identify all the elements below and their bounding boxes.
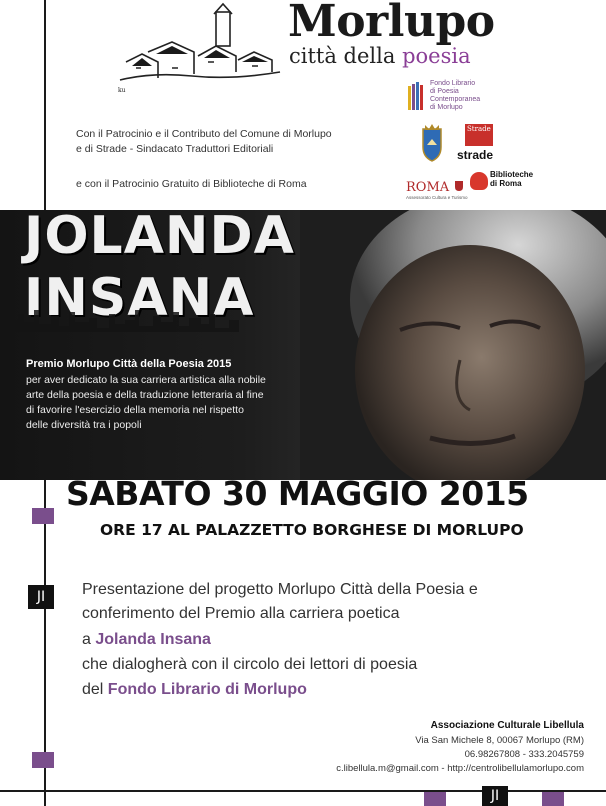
event-date: SABATO 30 MAGGIO 2015 bbox=[66, 474, 529, 513]
skyline-decoration-icon bbox=[10, 302, 310, 332]
desc-line-2: conferimento del Premio alla carriera poetica bbox=[82, 605, 400, 622]
association-phones: 06.98267808 - 333.2045759 bbox=[464, 749, 584, 760]
decor-square bbox=[424, 792, 446, 806]
hero-first-name: JOLANDA bbox=[24, 210, 295, 266]
fondo-librario-logo bbox=[408, 80, 494, 116]
hero-last-name: INSANA bbox=[24, 268, 255, 328]
association-address: Via San Michele 8, 00067 Morlupo (RM) bbox=[415, 735, 584, 746]
fondo-text-3: Contemporanea bbox=[430, 96, 481, 103]
roma-shield-icon bbox=[454, 180, 464, 192]
decor-square bbox=[542, 792, 564, 806]
desc-line-5 bbox=[82, 678, 592, 702]
decor-square bbox=[32, 508, 54, 524]
patronage-line-3: e con il Patrocinio Gratuito di Biblioteche di Roma bbox=[76, 178, 307, 190]
desc-line-5-prefix: del bbox=[82, 681, 108, 698]
biblioteche-text-2: di Roma bbox=[490, 179, 522, 188]
strade-logo bbox=[455, 124, 505, 166]
event-place: ORE 17 AL PALAZZETTO BORGHESE DI MORLUPO bbox=[100, 521, 524, 539]
strade-logo-box: Strade bbox=[465, 124, 493, 146]
association-name: Associazione Culturale Libellula bbox=[430, 720, 584, 731]
desc-highlight-name: Jolanda Insana bbox=[95, 631, 211, 648]
desc-line-3-prefix: a bbox=[82, 631, 96, 648]
prize-description: per aver dedicato la sua carriera artistica alla nobile arte della poesia e della traduzione letteraria al fine di favorire l'esercizio della memoria nel rispetto delle diversità tra i popoli bbox=[26, 374, 266, 431]
roma-logo bbox=[406, 176, 468, 202]
morlupo-crest-icon bbox=[417, 123, 447, 163]
brand-subtitle bbox=[289, 44, 471, 68]
desc-line-4: che dialogherà con il circolo dei lettori di poesia bbox=[82, 656, 418, 673]
association-contacts: c.libellula.m@gmail.com - http://centrolibellulamorlupo.com bbox=[336, 763, 584, 774]
brand-subtitle-accent: poesia bbox=[402, 44, 471, 68]
roma-logo-text: ROMA bbox=[406, 180, 450, 195]
patronage-line-2: e di Strade - Sindacato Traduttori Editoriali bbox=[76, 143, 274, 155]
ji-badge-footer: JI bbox=[482, 786, 508, 806]
ji-badge: JI bbox=[28, 585, 54, 609]
decor-square bbox=[32, 752, 54, 768]
fondo-text-2: di Poesia bbox=[430, 88, 459, 95]
desc-line-3 bbox=[82, 628, 592, 652]
brand-title: Morlupo bbox=[288, 0, 495, 47]
frame-line-footer bbox=[0, 790, 606, 792]
biblioteche-icon bbox=[470, 172, 488, 190]
hero-photo-band bbox=[0, 210, 606, 480]
fondo-text-1: Fondo Librario bbox=[430, 80, 476, 87]
prize-title: Premio Morlupo Città della Poesia 2015 bbox=[26, 358, 232, 370]
portrait-photo bbox=[300, 210, 606, 480]
fondo-text-4: di Morlupo bbox=[430, 104, 463, 111]
frame-line-top bbox=[44, 0, 46, 210]
book-bars-icon bbox=[408, 82, 428, 112]
biblioteche-logo bbox=[470, 166, 534, 204]
strade-logo-text: strade bbox=[457, 148, 494, 162]
town-sketch-icon bbox=[112, 2, 284, 98]
biblioteche-text-1: Biblioteche bbox=[490, 170, 534, 179]
patronage-line-1: Con il Patrocinio e il Contributo del Comune di Morlupo bbox=[76, 128, 332, 140]
roma-logo-subtext: Assessorato Cultura e Turismo bbox=[406, 195, 468, 200]
desc-highlight-fondo: Fondo Librario di Morlupo bbox=[107, 681, 307, 698]
svg-text:ku: ku bbox=[118, 87, 126, 94]
desc-line-1: Presentazione del progetto Morlupo Città della Poesia e bbox=[82, 581, 478, 598]
brand-subtitle-plain: città della bbox=[289, 44, 403, 68]
